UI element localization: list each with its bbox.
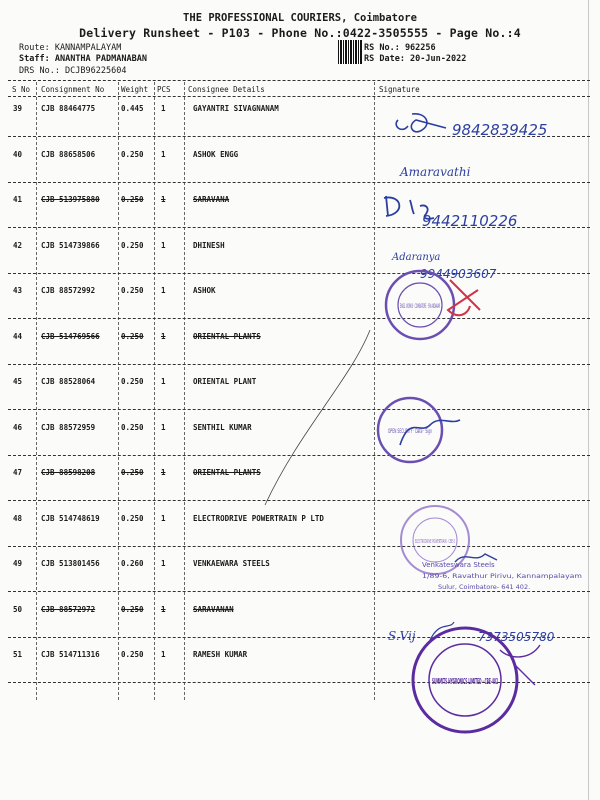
row-weight: 0.250 [121, 149, 144, 159]
signature-40: Amaravathi [400, 165, 471, 179]
row-consignee: ASHOK [193, 286, 216, 295]
col-consignee: Consignee Details [188, 85, 265, 94]
row-consignee: SENTHIL KUMAR [193, 422, 252, 432]
stamp-46-text: OPEN SECURITY · Date · Sign [388, 428, 433, 435]
stamp-49-line1: Venkateswara Steels [422, 561, 495, 569]
row-weight: 0.260 [121, 559, 144, 568]
row-pcs: 1 [161, 286, 166, 295]
row-pcs: 1 [161, 650, 166, 659]
row-sno: 43 [13, 286, 23, 295]
stamp-43 [386, 271, 480, 339]
signature-50 [388, 622, 555, 644]
row-pcs: 1 [161, 104, 166, 113]
stamp-48-text: ELECTRODRIVE POWERTRAIN · CBE-5 [415, 539, 456, 545]
row-sno: 45 [13, 377, 23, 386]
row-sno: 47 [13, 468, 23, 477]
row-weight: 0.250 [121, 604, 144, 614]
row-weight: 0.250 [121, 377, 144, 386]
row-weight: 0.250 [121, 513, 144, 523]
row-consignee: RAMESH KUMAR [193, 650, 248, 659]
row-consignee: ORIENTAL PLANTS [193, 331, 261, 341]
pen-stroke [265, 330, 370, 505]
phone-42: 9944903607 [420, 267, 497, 281]
row-weight: 0.250 [121, 286, 144, 295]
row-weight: 0.250 [121, 195, 144, 204]
row-consignment-no: CJB 514739866 [41, 240, 100, 250]
row-weight: 0.250 [121, 422, 144, 432]
phone-41: 9442110226 [422, 212, 518, 230]
row-consignment-no: CJB 88572959 [41, 422, 96, 432]
signature-41 [384, 196, 517, 230]
row-pcs: 1 [161, 559, 166, 568]
stamp-49-line2: 1/89-6, Ravathur Pirivu, Kannampalayam [422, 572, 582, 580]
row-pcs: 1 [161, 195, 166, 204]
row-pcs: 1 [161, 377, 166, 386]
row-sno: 48 [13, 513, 23, 523]
row-consignment-no: CJB 514711316 [41, 650, 100, 659]
row-consignee: ASHOK ENGG [193, 149, 239, 159]
row-weight: 0.250 [121, 331, 144, 341]
row-sno: 49 [13, 559, 23, 568]
row-consignment-no: CJB 88598208 [41, 468, 96, 477]
staff-name: ANANTHA PADMANABAN [54, 54, 147, 64]
row-pcs: 1 [161, 422, 166, 432]
row-sno: 44 [13, 331, 23, 341]
row-sno: 51 [13, 650, 23, 659]
row-sno: 50 [13, 604, 23, 614]
row-sno: 40 [13, 149, 23, 159]
row-weight: 0.250 [121, 468, 144, 477]
row-consignment-no: CJB 88658506 [41, 149, 96, 159]
col-consignment: Consignment No [41, 85, 105, 94]
row-consignment-no: CJB 513801456 [41, 559, 100, 568]
stamp-43-text: ENGG. WORKS · COIMBATORE · SRI ANDAVAR [400, 303, 440, 310]
row-consignment-no: CJB 514769566 [41, 331, 100, 341]
company-title: THE PROFESSIONAL COURIERS, Coimbatore [183, 12, 417, 24]
row-consignment-no: CJB 88572972 [41, 604, 96, 614]
row-consignment-no: CJB 88464775 [41, 104, 96, 113]
row-consignee: ORIENTAL PLANT [193, 377, 257, 386]
phone-50: 7373505780 [478, 630, 555, 644]
col-sno: S No [12, 85, 31, 94]
sig-50-name: S.Vij [388, 629, 416, 643]
phone-39: 9842839425 [452, 121, 548, 139]
row-consignment-no: CJB 513975880 [41, 195, 100, 204]
rs-number: RS No.: 962256 [364, 43, 436, 53]
row-consignee: SARAVANA [193, 195, 230, 204]
row-weight: 0.445 [121, 104, 144, 113]
row-sno: 39 [13, 104, 23, 113]
col-weight: Weight [121, 85, 149, 94]
row-sno: 42 [13, 240, 23, 250]
row-consignment-no: CJB 88572992 [41, 286, 96, 295]
row-consignee: ELECTRODRIVE POWERTRAIN P LTD [193, 513, 324, 523]
row-pcs: 1 [161, 149, 166, 159]
row-consignee: GAYANTRI SIVAGNANAM [193, 104, 279, 113]
stamp-46 [378, 398, 460, 462]
row-pcs: 1 [161, 331, 166, 341]
row-consignee: VENKAEWARA STEELS [193, 559, 270, 568]
row-pcs: 1 [161, 604, 166, 614]
row-pcs: 1 [161, 240, 166, 250]
row-consignment-no: CJB 88528064 [41, 377, 96, 386]
staff-label: Staff: [19, 54, 50, 64]
row-sno: 41 [13, 195, 23, 204]
row-consignee: DHINESH [193, 240, 225, 250]
row-consignee: ORIENTAL PLANTS [193, 468, 261, 477]
stamp-51-text: SUMMITS HYGRONICS LIMITED · CBE-402 [432, 677, 498, 686]
col-signature: Signature [379, 85, 420, 94]
rs-date: RS Date: 20-Jun-2022 [364, 54, 467, 64]
row-sno: 46 [13, 422, 23, 432]
row-consignee: SARAVANAN [193, 604, 234, 614]
col-pcs: PCS [157, 85, 171, 94]
drs-number: DRS No.: DCJB96225604 [19, 66, 127, 76]
stamp-49-line3: Sulur, Coimbatore- 641 402. [438, 583, 531, 591]
runsheet-subtitle: Delivery Runsheet - P103 - Phone No.:0422-3505555 - Page No.:4 [79, 26, 521, 40]
name-42: Adaranya [392, 252, 441, 263]
row-weight: 0.250 [121, 650, 144, 659]
route-label: Route: KANNAMPALAYAM [19, 43, 122, 53]
row-pcs: 1 [161, 468, 166, 477]
signature-39 [396, 114, 547, 139]
row-consignment-no: CJB 514748619 [41, 513, 100, 523]
row-pcs: 1 [161, 513, 166, 523]
row-weight: 0.250 [121, 240, 144, 250]
